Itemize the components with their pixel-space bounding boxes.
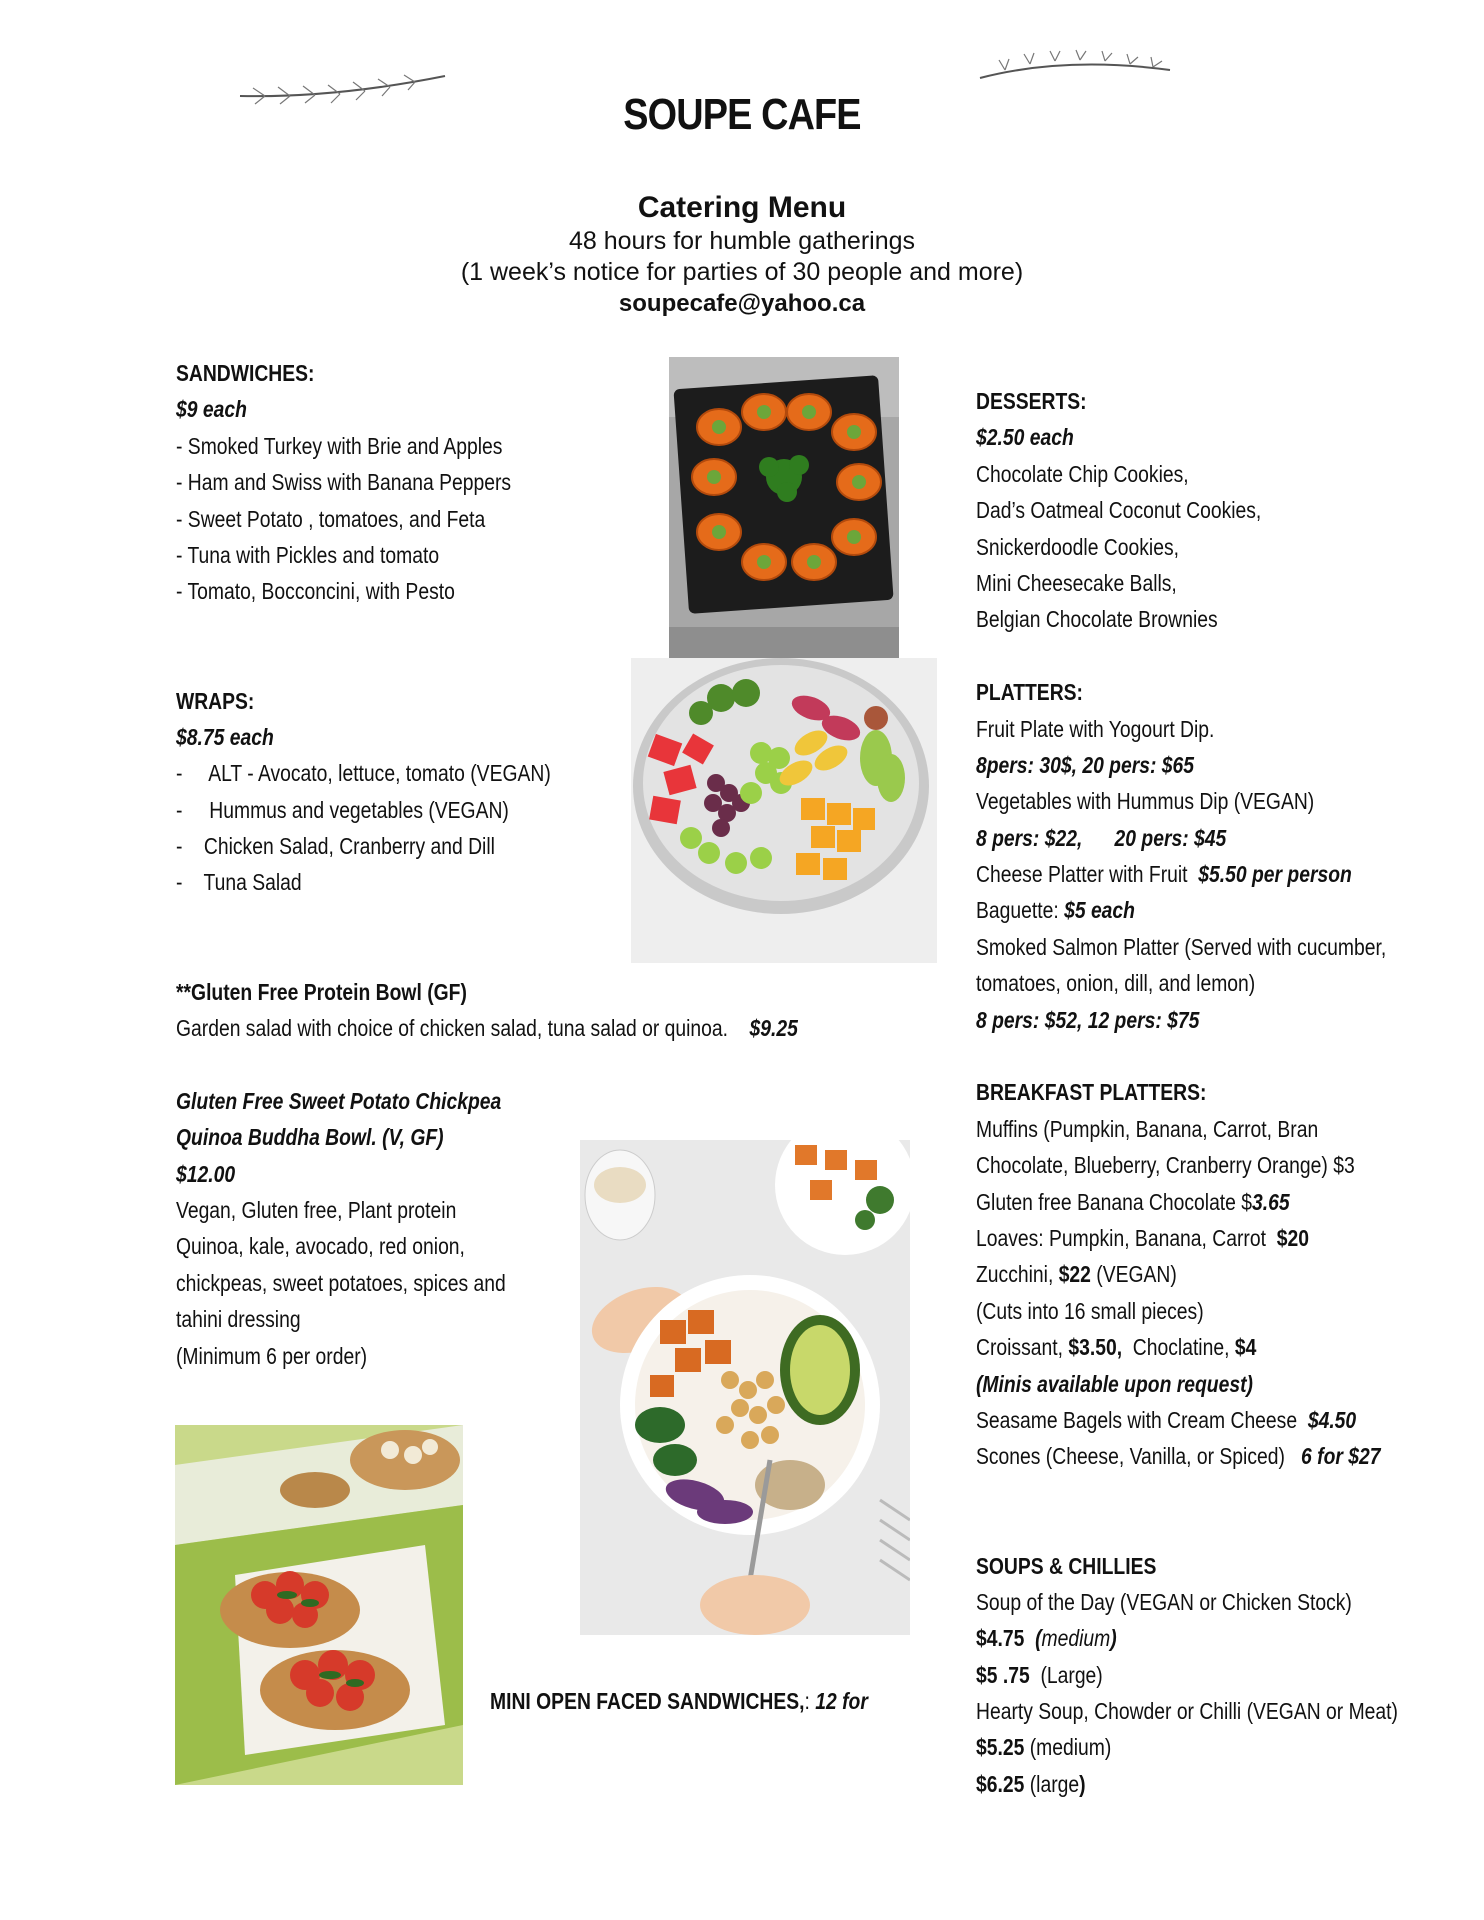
buddha-bowl-line: chickpeas, sweet potatoes, spices and [176,1269,506,1296]
wraps-platter-photo [669,357,899,662]
breakfast-loaves-label: Loaves: Pumpkin, Banana, Carrot [976,1224,1266,1251]
breakfast-gf-label: Gluten free Banana Chocolate $ [976,1188,1253,1215]
platter-fruit-price: 8pers: 30$, 20 pers: $65 [976,751,1195,778]
breakfast-loaves [976,1220,1398,1256]
breakfast-bagels-price: $4.50 [1307,1406,1357,1433]
soup-day-medium-open: ( [1035,1625,1042,1652]
buddha-bowl-line: (Minimum 6 per order) [176,1342,368,1369]
platter-veg-price [976,820,1398,856]
buddha-bowl-title-2: Quinoa Buddha Bowl. (V, GF) [176,1124,444,1151]
brand-title: SOUPE CAFE [623,90,861,139]
soup-day-large-price: $5 .75 [976,1661,1030,1688]
sandwich-item: - Tuna with Pickles and tomato [176,541,440,568]
platter-baguette-label: Baguette: [976,897,1059,924]
sandwiches-heading: SANDWICHES: [176,360,315,386]
buddha-bowl-photo [580,1140,910,1635]
leaf-sprig-right-icon [975,48,1175,88]
page-header [0,190,1484,320]
notice-line-2: (1 week’s notice for parties of 30 people and more) [460,258,1024,286]
bruschetta-photo [175,1425,463,1785]
breakfast-bagels [976,1402,1398,1438]
platter-salmon-2: tomatoes, onion, dill, and lemon) [976,970,1256,997]
platters-heading: PLATTERS: [976,679,1083,706]
soup-day-large-label: (Large) [1040,1661,1103,1688]
breakfast-scones-price: 6 for $27 [1301,1443,1381,1470]
protein-bowl-line [176,1010,798,1046]
breakfast-croissant-price: $3.50, [1068,1334,1123,1361]
platter-cheese-label: Cheese Platter with Fruit [976,861,1188,888]
soup-hearty-large [976,1766,1398,1802]
wrap-item: - Chicken Salad, Cranberry and Dill [176,833,495,860]
buddha-bowl-title-1: Gluten Free Sweet Potato Chickpea [176,1087,502,1114]
platter-veg-price-a: 8 pers: $22, [976,824,1083,851]
dessert-item: Snickerdoodle Cookies, [976,533,1179,560]
soup-day-medium-close: ) [1110,1625,1117,1652]
wrap-item: - Tuna Salad [176,869,302,896]
buddha-bowl-line: Vegan, Gluten free, Plant protein [176,1196,457,1223]
sandwiches-price: $9 each [176,396,247,423]
dessert-item: Belgian Chocolate Brownies [976,606,1218,633]
breakfast-muffins-1: Muffins (Pumpkin, Banana, Carrot, Bran [976,1115,1319,1142]
breakfast-cuts: (Cuts into 16 small pieces) [976,1297,1204,1324]
breakfast-zucchini-tag: (VEGAN) [1096,1261,1177,1288]
protein-bowl-price: $9.25 [749,1015,798,1042]
sandwich-item: - Ham and Swiss with Banana Peppers [176,469,512,496]
breakfast-muffins-2: Chocolate, Blueberry, Cranberry Orange) $3 [976,1152,1355,1179]
breakfast-scones-label: Scones (Cheese, Vanilla, or Spiced) [976,1443,1285,1470]
buddha-bowl-price: $12.00 [176,1160,236,1187]
platter-cheese [976,856,1398,892]
soup-day-medium [976,1620,1398,1656]
breakfast-zucchini [976,1256,1398,1292]
soups-heading: SOUPS & CHILLIES [976,1552,1157,1579]
wrap-item: - Hummus and vegetables (VEGAN) [176,796,509,823]
breakfast-loaves-price: $20 [1276,1224,1309,1251]
breakfast-gf-price: 3.65 [1252,1188,1290,1215]
breakfast-choclatine-price: $4 [1234,1334,1257,1361]
wraps-price: $8.75 each [176,723,274,750]
desserts-heading: DESSERTS: [976,388,1087,414]
breakfast-croissant [976,1329,1398,1365]
breakfast-gf [976,1184,1398,1220]
platter-baguette [976,892,1398,928]
soup-day-medium-label: medium [1041,1625,1111,1652]
platter-salmon-1: Smoked Salmon Platter (Served with cucumber, [976,933,1387,960]
soup-hearty-medium-price: $5.25 [976,1734,1025,1761]
soup-day-large [976,1657,1398,1693]
soup-hearty-large-label: (large [1029,1770,1080,1797]
platter-veg: Vegetables with Hummus Dip (VEGAN) [976,788,1315,815]
wrap-item: - ALT - Avocato, lettuce, tomato (VEGAN) [176,760,551,787]
breakfast-choclatine-label: Choclatine, [1132,1334,1230,1361]
soup-hearty-large-price: $6.25 [976,1770,1025,1797]
mini-open-suffix: : [804,1688,816,1714]
contact-email[interactable]: soupecafe@yahoo.ca [618,290,866,317]
dessert-item: Dad’s Oatmeal Coconut Cookies, [976,497,1262,524]
breakfast-zucchini-label: Zucchini, [976,1261,1054,1288]
buddha-bowl-line: Quinoa, kale, avocado, red onion, [176,1233,465,1260]
protein-bowl-heading: **Gluten Free Protein Bowl (GF) [176,978,467,1005]
soup-day-medium-price: $4.75 [976,1625,1025,1652]
platter-fruit: Fruit Plate with Yogourt Dip. [976,715,1215,742]
dessert-item: Chocolate Chip Cookies, [976,460,1189,487]
breakfast-zucchini-price: $22 [1058,1261,1091,1288]
sandwich-item: - Smoked Turkey with Brie and Apples [176,432,503,459]
fruit-platter-photo [631,658,937,963]
mini-open-faced-sandwiches [490,1688,868,1715]
mini-open-price: 12 for [815,1688,868,1714]
right-column [976,383,1398,1802]
breakfast-croissant-label: Croissant, [976,1334,1063,1361]
breakfast-heading: BREAKFAST PLATTERS: [976,1079,1207,1106]
protein-bowl-desc: Garden salad with choice of chicken salad, tuna salad or quinoa. [176,1015,729,1042]
desserts-price: $2.50 each [976,424,1074,451]
page-title: Catering Menu [637,191,847,224]
sandwich-item: - Sweet Potato , tomatoes, and Feta [176,505,486,532]
breakfast-scones [976,1438,1398,1474]
soup-of-day: Soup of the Day (VEGAN or Chicken Stock) [976,1588,1352,1615]
buddha-bowl-line: tahini dressing [176,1306,301,1333]
sandwich-item: - Tomato, Bocconcini, with Pesto [176,578,455,605]
notice-line-1: 48 hours for humble gatherings [568,227,916,255]
soup-hearty-medium [976,1729,1398,1765]
soup-hearty-medium-label: (medium) [1029,1734,1112,1761]
soup-hearty: Hearty Soup, Chowder or Chilli (VEGAN or Meat) [976,1698,1398,1725]
platter-veg-price-b: 20 pers: $45 [1114,824,1227,851]
mini-open-label: MINI OPEN FACED SANDWICHES, [490,1688,805,1714]
platter-baguette-price: $5 each [1064,897,1135,924]
soup-hearty-large-close: ) [1079,1770,1086,1797]
breakfast-minis: (Minis available upon request) [976,1370,1253,1397]
platter-salmon-price: 8 pers: $52, 12 pers: $75 [976,1006,1200,1033]
breakfast-bagels-label: Seasame Bagels with Cream Cheese [976,1406,1298,1433]
dessert-item: Mini Cheesecake Balls, [976,569,1177,596]
wraps-heading: WRAPS: [176,687,255,714]
platter-cheese-price: $5.50 per person [1198,861,1352,888]
